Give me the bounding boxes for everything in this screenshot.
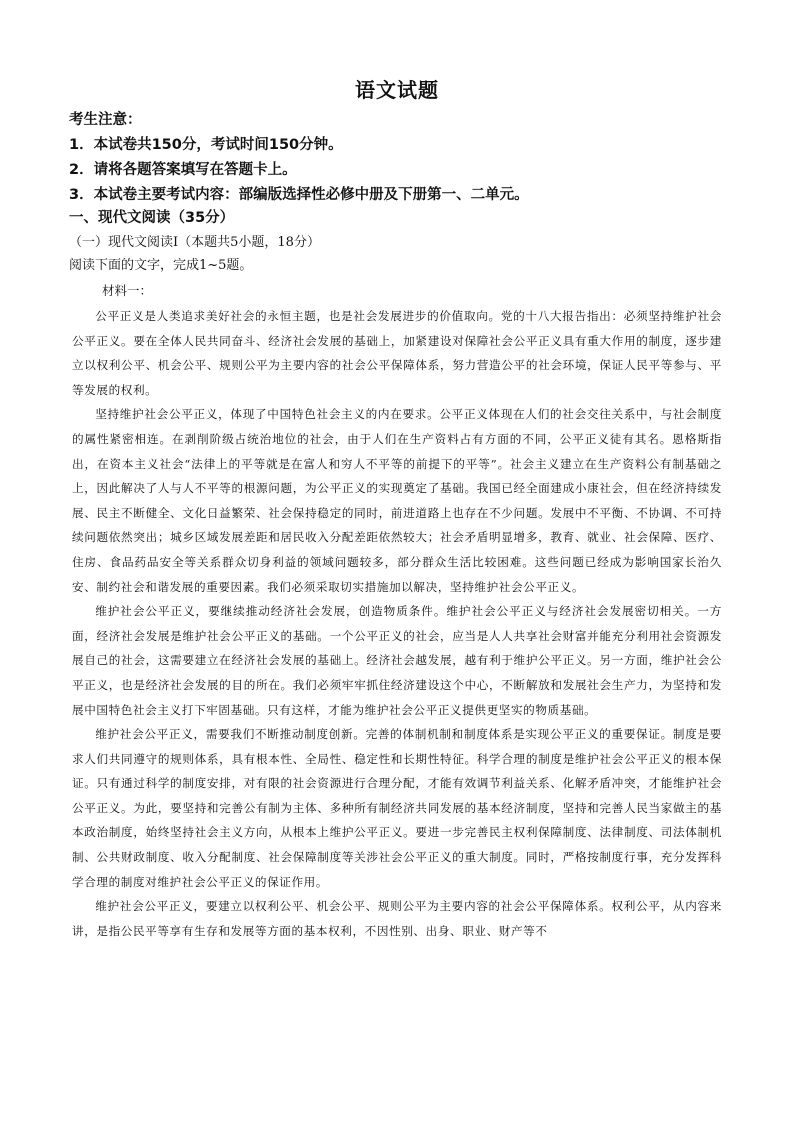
material-paragraph: 维护社会公平正义，要继续推动经济社会发展，创造物质条件。维护社会公平正义与经济社会发展密切相关。一方面，经济社会发展是维护社会公平正义的基础。一个公平正义的社会，应当是人人共享社会财富并能充分利用社会资源发展自己的社会，这需要建立在经济社会发展的基础上。经济社会越发展，越有利于维护公平正义。另一方面，维护社会公平正义，也是经济社会发展的目的所在。我们必须牢牢抓住经济建设这个中心，不断解放和发展社会生产力，为坚持和发展中国特色社会主义打下牢固基础。只有这样，才能为维护社会公平正义提供更坚实的物质基础。 bbox=[72, 604, 722, 717]
material-paragraph: 公平正义是人类追求美好社会的永恒主题，也是社会发展进步的价值取向。党的十八大报告指出：必须坚持维护社会公平正义。要在全体人民共同奋斗、经济社会发展的基础上，加紧建设对保障社会公平正义具有重大作用的制度，逐步建立以权利公平、机会公平、规则公平为主要内容的社会公平保障体系，努力营造公平的社会环境，保证人民平等参与、平等发展的权利。 bbox=[72, 309, 722, 397]
section-heading: 一、现代文阅读（35分） bbox=[69, 210, 235, 226]
page-title: 语文试题 bbox=[355, 78, 439, 102]
material-paragraph: 维护社会公平正义，需要我们不断推动制度创新。完善的体制机制和制度体系是实现公平正义的重要保证。制度是要求人们共同遵守的规则体系，具有根本性、全局性、稳定性和长期性特征。科学合理的制度是维护社会公平正义的根本保证。只有通过科学的制度安排，对有限的社会资源进行合理分配，才能有效调节利益关系、化解矛盾冲突，才能维护社会公平正义。为此，要坚持和完善公有制为主体、多种所有制经济共同发展的基本经济制度，坚持和完善人民当家做主的基本政治制度，始终坚持社会主义方向，从根本上维护公平正义。要进一步完善民主权利保障制度、法律制度、司法体制机制、公共财政制度、收入分配制度、社会保障制度等关涉社会公平正义的重大制度。同时，严格按制度行事，充分发挥科学合理的制度对维护社会公平正义的保证作用。 bbox=[72, 727, 722, 889]
notice-item: 3．本试卷主要考试内容：部编版选择性必修中册及下册第一、二单元。 bbox=[69, 187, 529, 203]
material-paragraph: 维护社会公平正义，要建立以权利公平、机会公平、规则公平为主要内容的社会公平保障体系。权利公平，从内容来讲，是指公民平等享有生存和发展等方面的基本权利，不因性别、出身、职业、财产等不 bbox=[72, 899, 722, 938]
section-subheading: （一）现代文阅读Ⅰ（本题共5小题，18分） bbox=[69, 235, 320, 250]
notice-heading: 考生注意： bbox=[69, 112, 142, 128]
section-header bbox=[69, 206, 320, 277]
notice-item: 1．本试卷共150分，考试时间150分钟。 bbox=[69, 137, 343, 153]
material-paragraph: 坚持维护社会公平正义，体现了中国特色社会主义的内在要求。公平正义体现在人们的社会交往关系中，与社会制度的属性紧密相连。在剥削阶级占统治地位的社会，由于人们在生产资料占有方面的不同，公平正义徒有其名。恩格斯指出，在资本主义社会“法律上的平等就是在富人和穷人不平等的前提下的平等”。社会主义建立在生产资料公有制基础之上，因此解决了人与人不平等的根源问题，为公平正义的实现奠定了基础。我国已经全面建成小康社会，但在经济持续发展、民主不断健全、文化日益繁荣、社会保持稳定的同时，前进道路上也存在不少问题。发展中不平衡、不协调、不可持续问题依然突出；城乡区域发展差距和居民收入分配差距依然较大；社会矛盾明显增多，教育、就业、社会保障、医疗、住房、食品药品安全等关系群众切身利益的领域问题较多，部分群众生活比较困难。这些问题已经成为影响国家长治久安、制约社会和谐发展的重要因素。我们必须采取切实措施加以解决，坚持维护社会公平正义。 bbox=[72, 407, 722, 594]
notice-item: 2．请将各题答案填写在答题卡上。 bbox=[69, 162, 297, 178]
reading-material bbox=[72, 278, 722, 943]
section-instruction: 阅读下面的文字，完成1~5题。 bbox=[69, 258, 253, 273]
candidate-notice bbox=[69, 108, 729, 208]
material-label: 材料一： bbox=[102, 283, 153, 298]
